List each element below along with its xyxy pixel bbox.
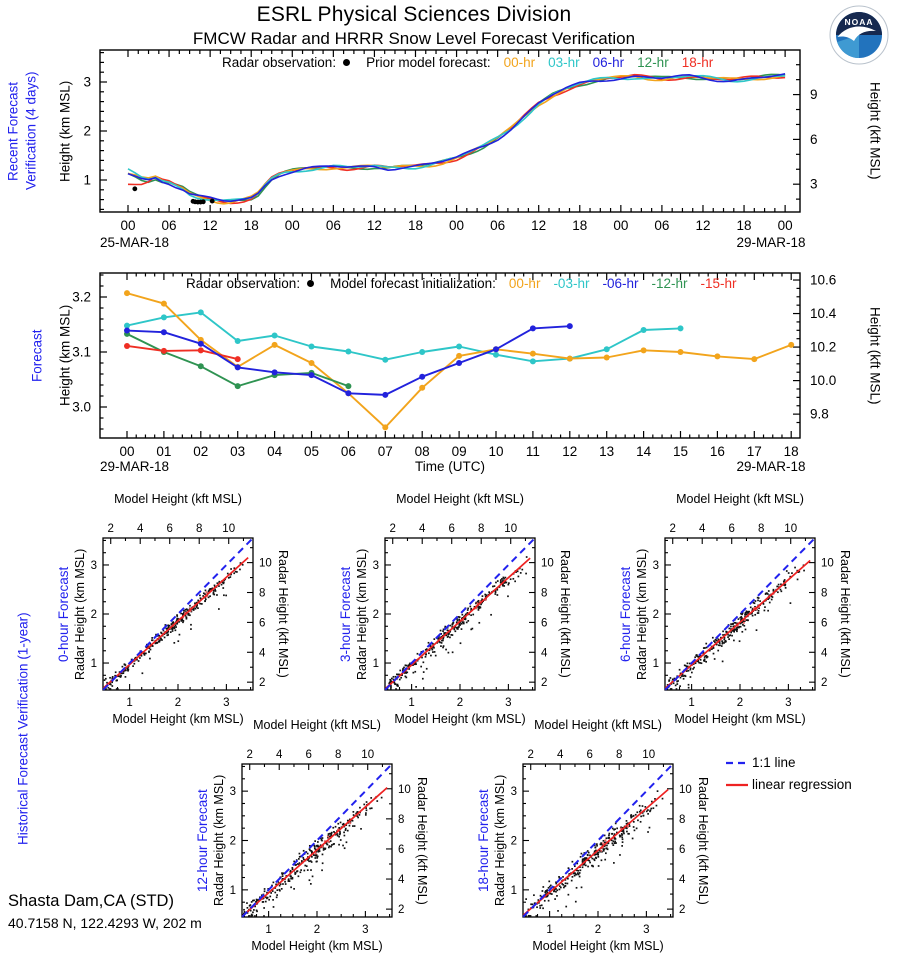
svg-text:3: 3	[652, 559, 659, 572]
svg-text:2: 2	[679, 904, 686, 917]
svg-text:18: 18	[243, 218, 259, 233]
svg-text:6: 6	[259, 617, 266, 630]
forecast-y-axis-title-kft: Height (kft MSL)	[867, 306, 883, 405]
svg-text:8: 8	[758, 523, 765, 535]
svg-text:3: 3	[229, 786, 236, 799]
svg-text:4: 4	[679, 874, 686, 887]
legend-item-03hr: 03-hr	[548, 55, 580, 70]
svg-text:6: 6	[821, 617, 828, 630]
svg-text:18: 18	[407, 218, 424, 233]
svg-text:8: 8	[398, 813, 405, 826]
scatter-left-axis-title: Radar Height (km MSL)	[635, 548, 649, 680]
svg-text:2: 2	[652, 609, 659, 621]
svg-text:2: 2	[541, 677, 548, 690]
station-coordinates: 40.7158 N, 122.4293 W, 202 m	[8, 915, 202, 931]
recent-y-axis-title-kft: Height (kft MSL)	[867, 82, 883, 180]
legend-item-minus15hr: -15-hr	[700, 276, 737, 291]
svg-text:18: 18	[736, 218, 752, 233]
forecast-date-right: 29-MAR-18	[736, 459, 806, 474]
recent-verification-side-label-line2: Verification (4 days)	[23, 71, 39, 191]
svg-text:8: 8	[821, 587, 828, 600]
svg-text:2: 2	[107, 523, 114, 535]
svg-text:2: 2	[510, 835, 517, 848]
legend-item-minus03hr: -03-hr	[553, 276, 590, 291]
svg-text:18: 18	[783, 444, 799, 459]
svg-text:05: 05	[303, 444, 320, 459]
scatter-forecast-label-0: 0-hour Forecast	[56, 566, 71, 662]
scatter-right-axis-title: Radar Height (kft MSL)	[558, 550, 572, 678]
scatter-forecast-label-4: 18-hour Forecast	[476, 789, 491, 892]
svg-text:06: 06	[490, 218, 506, 233]
svg-text:17: 17	[746, 444, 762, 459]
svg-text:2: 2	[83, 123, 91, 139]
svg-text:2: 2	[259, 677, 266, 690]
svg-text:4: 4	[398, 874, 405, 887]
svg-text:00: 00	[613, 218, 629, 233]
svg-text:06: 06	[654, 218, 670, 233]
svg-text:14: 14	[636, 444, 652, 459]
svg-text:02: 02	[193, 444, 209, 459]
svg-text:6: 6	[166, 523, 173, 535]
svg-text:15: 15	[672, 444, 689, 459]
svg-text:6: 6	[448, 523, 455, 535]
svg-text:00: 00	[449, 218, 465, 233]
svg-text:4: 4	[259, 647, 266, 660]
svg-text:2: 2	[456, 697, 464, 709]
svg-text:2: 2	[594, 924, 602, 936]
svg-text:2: 2	[246, 749, 253, 761]
svg-text:4: 4	[541, 647, 548, 660]
svg-text:11: 11	[525, 444, 540, 459]
model-init-label: Model forecast initialization:	[330, 276, 496, 291]
svg-text:8: 8	[541, 587, 548, 600]
recent-date-left: 25-MAR-18	[100, 235, 170, 250]
svg-text:6: 6	[398, 843, 405, 856]
legend-item-00hr: 00-hr	[508, 276, 541, 291]
svg-text:6: 6	[810, 131, 818, 147]
svg-text:3: 3	[505, 697, 512, 709]
svg-text:16: 16	[709, 444, 725, 459]
svg-text:1: 1	[229, 884, 236, 897]
svg-text:10: 10	[361, 749, 375, 761]
noaa-logo-text: NOAA	[844, 17, 874, 27]
scatter-bottom-axis-title: Model Height (km MSL)	[112, 712, 244, 726]
svg-text:3: 3	[510, 786, 517, 799]
scatter-forecast-label-3: 12-hour Forecast	[195, 789, 210, 892]
svg-text:00: 00	[777, 218, 793, 233]
scatter-plot-1	[373, 523, 554, 709]
scatter-top-axis-title: Model Height (kft MSL)	[534, 718, 662, 732]
scatter-top-axis-title: Model Height (kft MSL)	[396, 492, 524, 506]
svg-text:8: 8	[196, 523, 203, 535]
svg-text:3: 3	[372, 559, 379, 572]
svg-text:2: 2	[229, 835, 236, 848]
forecast-x-axis-title: Time (UTC)	[415, 459, 485, 474]
svg-text:1: 1	[126, 697, 133, 709]
svg-text:2: 2	[821, 677, 828, 690]
recent-panel-legend	[222, 55, 713, 70]
svg-text:10: 10	[398, 783, 411, 796]
svg-text:4: 4	[137, 523, 144, 535]
scatter-left-axis-title: Radar Height (km MSL)	[212, 774, 226, 907]
svg-text:8: 8	[478, 523, 485, 535]
scatter-plot-2	[653, 523, 834, 709]
svg-text:10.4: 10.4	[810, 306, 837, 322]
svg-text:2: 2	[736, 697, 744, 709]
forecast-y-axis-title-km: Height (km MSL)	[57, 304, 73, 407]
svg-text:2: 2	[174, 697, 182, 709]
forecast-side-label: Forecast	[29, 329, 45, 382]
scatter-bottom-axis-title: Model Height (km MSL)	[674, 712, 806, 726]
scatter-bottom-axis-title: Model Height (km MSL)	[251, 939, 383, 953]
svg-text:6: 6	[305, 749, 312, 761]
svg-text:2: 2	[90, 609, 97, 621]
svg-text:8: 8	[616, 749, 623, 761]
svg-text:6: 6	[586, 749, 593, 761]
svg-text:00: 00	[284, 218, 300, 233]
svg-text:1: 1	[372, 658, 379, 671]
radar-dot-icon	[343, 59, 350, 66]
svg-text:3: 3	[810, 176, 818, 192]
svg-text:12: 12	[562, 444, 578, 459]
recent-y-axis-title-km: Height (km MSL)	[57, 80, 73, 182]
forecast-date-left: 29-MAR-18	[100, 459, 170, 474]
scatter-legend-swatches	[726, 763, 748, 785]
svg-text:6: 6	[541, 617, 548, 630]
scatter-right-axis-title: Radar Height (kft MSL)	[276, 550, 290, 678]
regression-legend-label: linear regression	[752, 777, 852, 792]
svg-text:3.0: 3.0	[72, 399, 91, 415]
svg-text:4: 4	[557, 749, 564, 761]
legend-item-minus12hr: -12-hr	[651, 276, 688, 291]
legend-item-minus06hr: -06-hr	[602, 276, 639, 291]
scatter-top-axis-title: Model Height (kft MSL)	[114, 492, 242, 506]
svg-text:09: 09	[451, 444, 467, 459]
svg-text:2: 2	[389, 523, 396, 535]
svg-text:10: 10	[784, 523, 798, 535]
svg-text:3: 3	[785, 697, 792, 709]
svg-text:10: 10	[259, 557, 272, 570]
svg-text:06: 06	[161, 218, 177, 233]
svg-text:8: 8	[679, 813, 686, 826]
svg-text:1: 1	[90, 658, 97, 671]
page-subtitle: FMCW Radar and HRRR Snow Level Forecast Verification	[192, 29, 636, 48]
scatter-right-axis-title: Radar Height (kft MSL)	[415, 776, 429, 905]
svg-text:4: 4	[821, 647, 828, 660]
svg-text:2: 2	[398, 904, 405, 917]
svg-text:13: 13	[599, 444, 615, 459]
svg-text:10: 10	[541, 557, 554, 570]
svg-text:10: 10	[488, 444, 504, 459]
svg-text:10.6: 10.6	[810, 272, 837, 288]
svg-text:12: 12	[202, 218, 218, 233]
svg-text:10: 10	[642, 749, 656, 761]
scatter-bottom-axis-title: Model Height (km MSL)	[532, 939, 664, 953]
svg-text:12: 12	[366, 218, 382, 233]
scatter-right-axis-title: Radar Height (kft MSL)	[838, 550, 852, 678]
svg-text:8: 8	[259, 587, 266, 600]
scatter-left-axis-title: Radar Height (km MSL)	[493, 774, 507, 907]
scatter-plot-3	[230, 749, 411, 936]
legend-item-00hr: 00-hr	[503, 55, 536, 70]
svg-text:04: 04	[267, 444, 283, 459]
prior-model-forecast-label: Prior model forecast:	[366, 55, 491, 70]
svg-text:12: 12	[695, 218, 711, 233]
radar-observation-label: Radar observation:	[222, 55, 337, 70]
svg-text:1: 1	[688, 697, 695, 709]
svg-text:3: 3	[90, 559, 97, 572]
svg-text:18: 18	[572, 218, 588, 233]
forecast-panel-legend	[186, 276, 737, 291]
svg-text:2: 2	[527, 749, 534, 761]
station-name: Shasta Dam,CA (STD)	[8, 892, 174, 910]
legend-item-06hr: 06-hr	[592, 55, 625, 70]
scatter-right-axis-title: Radar Height (kft MSL)	[696, 776, 710, 905]
svg-text:3: 3	[83, 74, 91, 90]
historical-side-label: Historical Forecast Verification (1-year)	[15, 612, 31, 846]
svg-text:10.2: 10.2	[810, 339, 837, 355]
forecast-plot	[72, 273, 837, 459]
svg-text:03: 03	[230, 444, 246, 459]
svg-text:1: 1	[265, 924, 272, 936]
scatter-left-axis-title: Radar Height (km MSL)	[73, 548, 87, 680]
svg-text:1: 1	[83, 172, 91, 188]
svg-text:07: 07	[377, 444, 393, 459]
svg-text:00: 00	[119, 444, 135, 459]
svg-text:9.8: 9.8	[810, 406, 829, 422]
scatter-forecast-label-2: 6-hour Forecast	[618, 566, 633, 662]
svg-text:10: 10	[504, 523, 518, 535]
svg-text:06: 06	[325, 218, 341, 233]
legend-item-18hr: 18-hr	[681, 55, 714, 70]
svg-text:3: 3	[223, 697, 230, 709]
svg-text:08: 08	[414, 444, 430, 459]
svg-text:10: 10	[222, 523, 236, 535]
svg-text:1: 1	[510, 884, 517, 897]
svg-text:2: 2	[669, 523, 676, 535]
svg-text:4: 4	[276, 749, 283, 761]
svg-text:3: 3	[643, 924, 650, 936]
svg-text:00: 00	[120, 218, 136, 233]
svg-text:9: 9	[810, 87, 818, 103]
legend-item-12hr: 12-hr	[637, 55, 669, 70]
svg-text:06: 06	[340, 444, 356, 459]
svg-text:1: 1	[652, 658, 659, 671]
radar-dot-icon	[307, 280, 314, 287]
page-title: ESRL Physical Sciences Division	[256, 3, 572, 26]
svg-text:10.0: 10.0	[810, 373, 837, 389]
svg-text:10: 10	[679, 783, 692, 796]
svg-text:6: 6	[728, 523, 735, 535]
scatter-forecast-label-1: 3-hour Forecast	[338, 566, 353, 662]
svg-text:2: 2	[372, 609, 379, 621]
scatter-top-axis-title: Model Height (kft MSL)	[676, 492, 804, 506]
svg-text:4: 4	[699, 523, 706, 535]
svg-text:10: 10	[821, 557, 834, 570]
scatter-top-axis-title: Model Height (kft MSL)	[253, 718, 381, 732]
scatter-plot-4	[511, 749, 692, 936]
recent-verification-plot	[83, 50, 817, 233]
svg-text:1: 1	[408, 697, 415, 709]
svg-text:4: 4	[419, 523, 426, 535]
scatter-left-axis-title: Radar Height (km MSL)	[355, 548, 369, 680]
scatter-bottom-axis-title: Model Height (km MSL)	[394, 712, 526, 726]
svg-text:8: 8	[335, 749, 342, 761]
svg-text:2: 2	[313, 924, 321, 936]
svg-text:12: 12	[531, 218, 547, 233]
svg-text:3.2: 3.2	[72, 289, 91, 305]
svg-text:1: 1	[546, 924, 553, 936]
scatter-plot-0	[91, 523, 272, 709]
radar-observation-label: Radar observation:	[186, 276, 301, 291]
one-to-one-legend-label: 1:1 line	[752, 755, 796, 770]
svg-text:6: 6	[679, 843, 686, 856]
recent-verification-side-label-line1: Recent Forecast	[5, 81, 21, 181]
svg-text:3.1: 3.1	[72, 344, 91, 360]
svg-text:3: 3	[362, 924, 369, 936]
recent-date-right: 29-MAR-18	[736, 235, 806, 250]
svg-text:01: 01	[156, 444, 172, 459]
